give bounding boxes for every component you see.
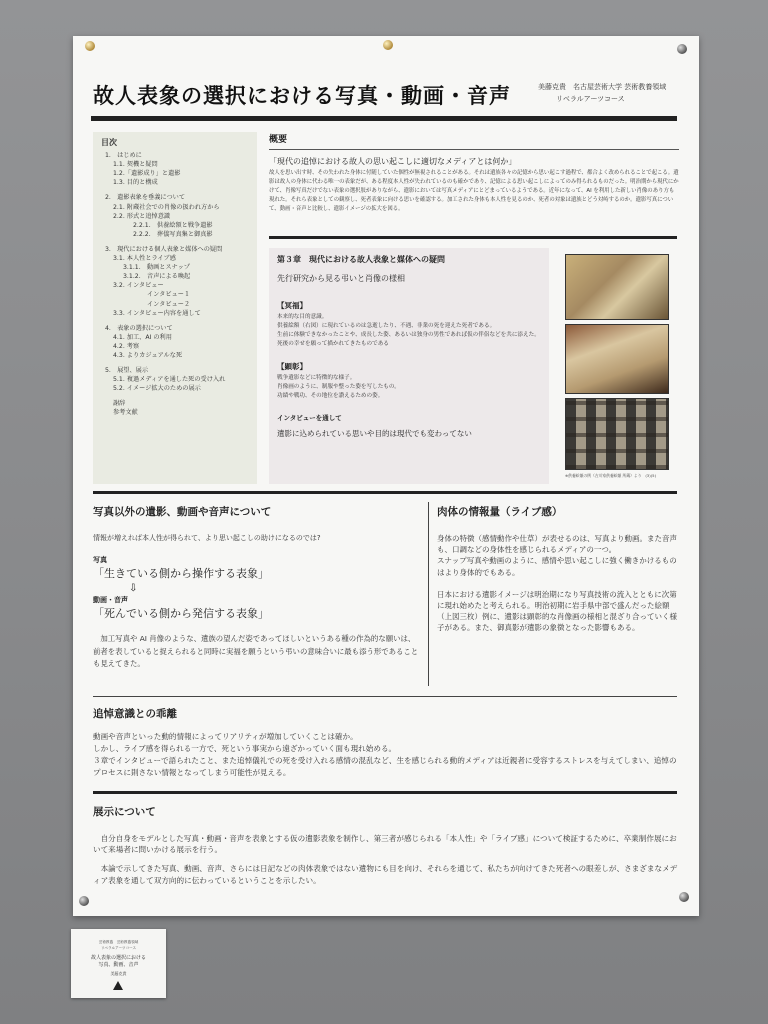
toc-item: 2.2.2. 葬儀写真集と御真影: [133, 230, 213, 238]
interview-conclusion: 遺影に込められている思いや目的は現代でも変わってない: [277, 429, 472, 438]
toc-item: 1. はじめに: [105, 152, 142, 160]
kuyo-ega-photo-2: [565, 324, 669, 394]
meifuku-text: 本来的な目的意識。 供養絵額（右図）に現れているのは急逝したり、不遇、非業の死を迎えた死者である。 生前に体験できなかったことや、成長した姿、あるいは独身の男性であれば仮の伴侶などを共に添えた。死後の幸せを願って描かれてきたものである: [277, 314, 540, 347]
toc-item: 3.1.2. 音声による喚起: [123, 273, 191, 281]
author-affiliation: 美藤克貴 名古屋芸術大学 芸術教養領域 リベラルアーツコース: [538, 83, 667, 103]
overview-section: [269, 132, 679, 214]
body-info-section: [437, 504, 677, 645]
pushpin-icon: [85, 41, 95, 51]
toc-item: 3.1. 本人性とライブ感: [113, 255, 176, 263]
toc-item: 4.2. 考察: [113, 342, 140, 350]
media-heading: 写真以外の遺影、動画や音声について: [93, 506, 272, 518]
toc-item: 1.1. 契機と疑問: [113, 161, 158, 169]
toc-item: インタビュー１: [147, 291, 191, 299]
toc-item: 3.2. インタビュー: [113, 282, 164, 290]
overview-body: 故人を思い出す時、その失われた身体に付随していた個性が無視されることがある。それは遺族各々の記憶から思い起こす過程で、都合よく改められることで起こる。遺影は故人の身体に代わる唯一の表象だが、ある程度本人性が失われているのも確かであり、記憶による思い起こしによってのみ得られるものだった。明治期から現代にかけて、肖像写真だけでない表象の選択肢がありながら、遺影においては写真メディアにとどまっているようである。近年になって、AI を利用した新しい肖像のあり方も現れた。それら表象としての観察し、死者表象に向ける思いを確認する。加工された身体も本人性を見るのか、死者の対象は遺族とどう対峙するのか。遺影写真について、動画・音声と比較し、遺影イメージの拡大を図る。: [269, 170, 679, 212]
label-dept: 芸術教養 芸術教養領域: [98, 940, 139, 944]
toc-item: 1.2.「遺影成り」と遺影: [113, 170, 181, 178]
toc-item: 2. 遺影表象を垂義について: [105, 194, 186, 202]
exhibit-paragraph: 本論で示してきた写真、動画、音声、さらには日記などの肉体表象ではない遺物にも目を向け、それらを通じて、私たちが向けてきた死者への眼差しが、さまざまなメディア表象を通して双方向的に伝わっているということを示したい。: [93, 864, 678, 885]
mourning-section: [93, 706, 679, 779]
photo-label: 写真: [93, 556, 107, 564]
section-divider: [93, 696, 677, 697]
toc-list: [101, 151, 249, 417]
section-divider: [93, 791, 677, 794]
toc-item: 3.3. インタビュー内容を通して: [113, 309, 201, 317]
toc-item: 4. 表象の選択について: [105, 324, 173, 332]
exhibit-heading: 展示について: [93, 806, 156, 818]
photo-phrase: 「生きている側から操作する表象」: [93, 567, 269, 580]
chapter3-heading: 第３章 現代における故人表象と媒体への疑問: [277, 255, 445, 264]
title-divider: [91, 116, 677, 121]
chapter3-subheading: 先行研究から見る弔いと肖像の様相: [277, 274, 405, 283]
overview-heading: 概要: [269, 132, 679, 150]
label-name: 美藤克貴: [110, 971, 127, 976]
table-of-contents: [93, 132, 257, 484]
overview-divider: [269, 236, 677, 239]
interview-label: インタビューを通して: [277, 414, 342, 422]
toc-item: 参考文献: [113, 409, 138, 417]
research-poster: [73, 36, 699, 916]
label-title: 写真、動画、音声: [98, 962, 139, 968]
pushpin-icon: [383, 40, 393, 50]
toc-item: インタビュー２: [147, 300, 191, 308]
label-course: リベラルアーツコース: [100, 946, 137, 950]
video-label: 動画・音声: [93, 596, 128, 604]
kensho-text: 戦争遺影などに特徴的な様子。 肖像画のように、制服や整った姿を写したもの。 功績や戦功、その地位を讃えるための姿。: [277, 375, 400, 399]
media-paragraph: 加工写真や AI 肖像のような、遺族の望んだ姿であってほしいというある種の作為的な願いは、前者を表していると捉えられると同時に実福を願うという弔いの意味合いに最も添う形であることも見えてきた。: [93, 634, 419, 668]
kuyo-ega-photo-1: [565, 254, 669, 320]
toc-item: 2.2. 形式と追悼意識: [113, 212, 171, 220]
school-logo-icon: [113, 981, 123, 990]
kensho-label: 【顕彰】: [277, 362, 307, 371]
pushpin-icon: [79, 896, 89, 906]
toc-item: 1.3. 目的と構成: [113, 179, 158, 187]
pushpin-icon: [679, 892, 689, 902]
down-arrow-icon: ⇩: [129, 583, 138, 594]
toc-item: 4.3. よりカジュアルな死: [113, 351, 183, 359]
media-question: 情報が増えれば本人性が得られて、より思い起こしの助けになるのでは?: [93, 534, 321, 542]
body-info-paragraph: 日本における遺影イメージは明治期になり写真技術の流入とともに次第に現れ始めたと考えられる。明治初期に岩手県中部で盛んだった絵額（上図三枚）例に、遺影は顕彰的な肖像画の様相と混ざり合っていく様子がある。また、御真影が遺影の象徴となった影響もある。: [437, 589, 677, 633]
exhibit-label-card: [71, 929, 166, 998]
mourning-heading: 追悼意識との乖離: [93, 708, 177, 720]
toc-item: 4.1. 加工、AI の利用: [113, 333, 172, 341]
toc-item: 2.2.1. 供養絵額と戦争遺影: [133, 221, 213, 229]
body-info-heading: 肉体の情報量（ライブ感）: [437, 506, 563, 518]
video-phrase: 「死んでいる側から発信する表象」: [93, 607, 269, 620]
toc-item: 5.1. 複過メディアを通した死の受け入れ: [113, 376, 226, 384]
chapter3-panel: [269, 248, 549, 484]
exhibit-paragraph: 自分自身をモデルとした写真・動画・音声を表象とする仮の遺影表象を制作し、第三者が感じられる「本人性」や「ライブ感」について検証するために、卒業制作展において来場者に問いかける展示を行う。: [93, 834, 677, 855]
toc-item: 5. 展望、展示: [105, 367, 149, 375]
photo-caption: ※供養絵額の例（吉川家供養絵額 所蔵）より (3)(5): [565, 473, 657, 478]
overview-question: 「現代の追悼における故人の思い起こしに適切なメディアとは何か」: [269, 157, 517, 166]
exhibit-section: [93, 804, 679, 894]
toc-item: 5.2. イメージ拡大のための展示: [113, 385, 201, 393]
toc-heading: 目次: [101, 138, 117, 147]
media-section: [93, 504, 419, 671]
column-divider: [428, 502, 429, 686]
toc-item: 3. 現代における個人表象と媒体への疑問: [105, 245, 223, 253]
toc-item: 3.1.1. 動画とスナップ: [123, 264, 190, 272]
poster-title: 故人表象の選択における写真・動画・音声: [93, 84, 511, 108]
mourning-line: ３章でインタビューで語られたこと、また追悼儀礼での死を受け入れる感情の混乱など、生を感じられる動的メディアは近親者に受容するストレスを与えてしまい、追悼のプロセスに則さない情報となってしまう可能性が見える。: [93, 756, 677, 777]
toc-item: 2.1. 附蔵社会での肖像の扱われ方から: [113, 203, 220, 211]
body-info-paragraph: 身体の特徴（感情動作や仕草）が表せるのは、写真より動画。また音声も、口調などの身体性を感じられるメディアの一つ。 スナップ写真や動画のように、感情や思い起こしに強く働きかけるものはより身体的でもある。: [437, 534, 677, 577]
mourning-line: しかし、ライブ感を得られる一方で、死という事実から遠ざかっていく面も現れ始める。: [93, 744, 397, 753]
meifuku-label: 【冥福】: [277, 301, 307, 310]
label-title: 故人表象の選択における: [90, 955, 146, 961]
war-portraits-photo: [565, 398, 669, 470]
section-divider: [93, 491, 677, 494]
mourning-line: 動画や音声といった動的情報によってリアリティが増加していくことは確か。: [93, 732, 358, 741]
toc-item: 謝辞: [113, 400, 126, 408]
pushpin-icon: [677, 44, 687, 54]
